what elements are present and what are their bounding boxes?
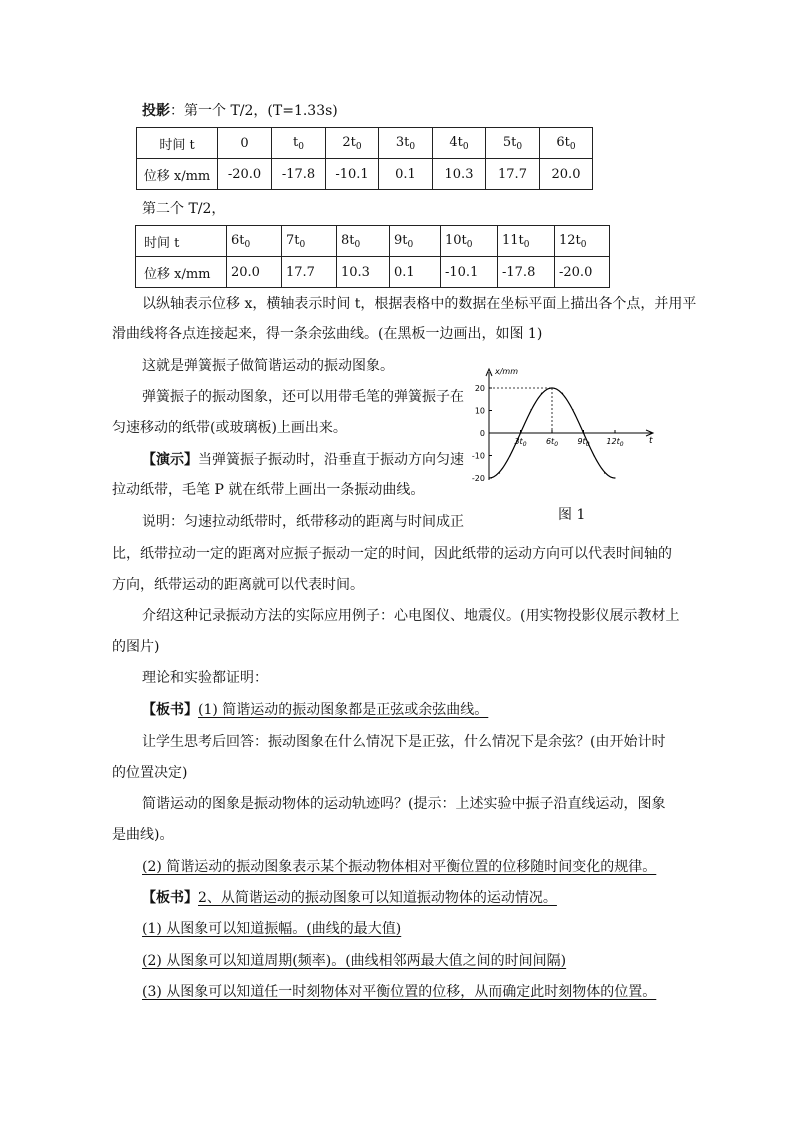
table-header-cell: 位移 x/mm [136, 257, 227, 288]
table-row [136, 226, 610, 257]
table-cell: 20.0 [227, 257, 282, 288]
paragraph-line: 让学生思考后回答：振动图象在什么情况下是正弦，什么情况下是余弦？(由开始计时 [142, 734, 666, 750]
table-cell: -17.8 [272, 159, 326, 190]
board-tag: 【板书】 [142, 702, 198, 718]
data-point [520, 432, 521, 433]
table-cell: $2t_0$ [326, 128, 379, 159]
board-tag: 【板书】 [142, 890, 198, 906]
table-cell: $6t_0$ [540, 128, 593, 159]
paragraph-line: 这就是弹簧振子做简谐运动的振动图象。 [142, 358, 394, 374]
projection-label: 投影 [142, 103, 170, 119]
data-point [572, 409, 573, 410]
table-row [137, 159, 593, 190]
table-cell: $6t_0$ [227, 226, 282, 257]
paragraph-line: 说明：匀速拉动纸带时，纸带移动的距离与时间成正 [142, 514, 464, 530]
paragraph-line: (1) 从图象可以知道振幅。(曲线的最大值) [142, 921, 402, 937]
table-cell: $5t_0$ [486, 128, 540, 159]
paragraph-line: (3) 从图象可以知道任一时刻物体对平衡位置的位移，从而确定此时刻物体的位置。 [142, 984, 657, 1000]
y-tick-label: -20 [471, 474, 485, 483]
table-cell: -20.0 [555, 257, 610, 288]
data-point [488, 477, 489, 478]
table-cell: $3t_0$ [379, 128, 433, 159]
y-tick-label: 0 [479, 429, 485, 438]
table-row [137, 128, 593, 159]
paragraph-text: (1) 简谐运动的振动图象都是正弦或余弦曲线。 [198, 702, 489, 718]
table-row [136, 257, 610, 288]
table-cell: -17.8 [498, 257, 555, 288]
table-header-cell: 位移 x/mm [137, 159, 218, 190]
data-point [499, 472, 500, 473]
table-cell: 20.0 [540, 159, 593, 190]
paragraph-line: (2) 简谐运动的振动图象表示某个振动物体相对平衡位置的位移随时间变化的规律。 [142, 859, 657, 875]
data-point [614, 477, 615, 478]
paragraph-line: 弹簧振子的振动图象，还可以用带毛笔的弹簧振子在 [142, 389, 464, 405]
table-cell: 0.1 [390, 257, 441, 288]
table-cell: -20.0 [218, 159, 272, 190]
second-half-label: 第二个 T/2， [142, 201, 226, 217]
table-cell: 17.7 [282, 257, 337, 288]
paragraph-line: 滑曲线将各点连接起来，得一条余弦曲线。(在黑板一边画出，如图 1) [112, 326, 543, 342]
x-tick-label: $9t_0$ [577, 437, 590, 448]
x-tick-label: $12t_0$ [606, 437, 624, 448]
table-cell: 17.7 [486, 159, 540, 190]
paragraph-line: 是曲线)。 [112, 827, 174, 843]
table-cell: $12t_0$ [555, 226, 610, 257]
data-point [541, 393, 542, 394]
paragraph-line: 的位置决定) [112, 765, 188, 781]
y-tick-label: 10 [474, 406, 485, 416]
data-point [530, 409, 531, 410]
projection-suffix: ：第一个 T/2，(T=1.33s) [170, 103, 338, 119]
figure-caption: 图 1 [558, 507, 586, 523]
table-header-cell: 时间 t [136, 226, 227, 257]
data-point [593, 455, 594, 456]
paragraph-line: 介绍这种记录振动方法的实际应用例子：心电图仪、地震仪。(用实物投影仪展示教材上 [142, 608, 680, 624]
y-tick-label: 20 [474, 384, 485, 393]
paragraph-line: 简谐运动的图象是振动物体的运动轨迹吗？(提示：上述实验中振子沿直线运动，图象 [142, 796, 666, 812]
x-tick-label: $6t_0$ [545, 437, 559, 448]
table-cell: 10.3 [337, 257, 390, 288]
paragraph-line: 匀速移动的纸带(或玻璃板)上画出来。 [112, 420, 347, 436]
paragraph-line [142, 888, 557, 908]
paragraph-line: 方向，纸带运动的距离就可以代表时间。 [112, 577, 364, 593]
table-header-cell: 时间 t [137, 128, 218, 159]
y-axis-label: x/mm [495, 367, 519, 376]
table-cell: $8t_0$ [337, 226, 390, 257]
x-tick-label: $3t_0$ [514, 437, 527, 448]
paragraph-text: 2、从简谐运动的振动图象可以知道振动物体的运动情况。 [198, 890, 557, 906]
displacement-table-second-half [135, 225, 610, 288]
paragraph-line: 的图片) [112, 639, 160, 655]
data-point [562, 393, 563, 394]
displacement-table-first-half [136, 127, 593, 190]
data-point [604, 472, 605, 473]
table-cell: $t_0$ [272, 128, 326, 159]
paragraph-text: 当弹簧振子振动时，沿垂直于振动方向匀速 [198, 452, 464, 468]
table-cell: -10.1 [326, 159, 379, 190]
paragraph-line: (2) 从图象可以知道周期(频率)。(曲线相邻两最大值之间的时间间隔) [142, 953, 567, 969]
table-cell: $7t_0$ [282, 226, 337, 257]
projection-heading [142, 101, 338, 121]
table-cell: $4t_0$ [433, 128, 486, 159]
table-cell: $11t_0$ [498, 226, 555, 257]
paragraph-line: 比，纸带拉动一定的距离对应振子振动一定的时间，因此纸带的运动方向可以代表时间轴的 [112, 546, 672, 562]
paragraph-line [142, 700, 488, 720]
table-cell: 0 [218, 128, 272, 159]
vibration-graph [462, 360, 662, 490]
paragraph-line: 拉动纸带，毛笔 P 就在纸带上画出一条振动曲线。 [112, 482, 425, 498]
table-cell: 10.3 [433, 159, 486, 190]
table-cell: 0.1 [379, 159, 433, 190]
table-cell: -10.1 [441, 257, 498, 288]
x-axis-label: t [649, 436, 653, 446]
paragraph-line: 以纵轴表示位移 x，横轴表示时间 t，根据表格中的数据在坐标平面上描出各个点，并用平 [142, 296, 697, 312]
data-point [551, 387, 552, 388]
demo-tag: 【演示】 [142, 452, 198, 468]
table-cell: $10t_0$ [441, 226, 498, 257]
data-point [583, 432, 584, 433]
paragraph-line [142, 450, 464, 470]
paragraph-line: 理论和实验都证明： [142, 670, 268, 686]
y-tick-label: -10 [471, 451, 485, 461]
table-cell: $9t_0$ [390, 226, 441, 257]
data-point [509, 455, 510, 456]
